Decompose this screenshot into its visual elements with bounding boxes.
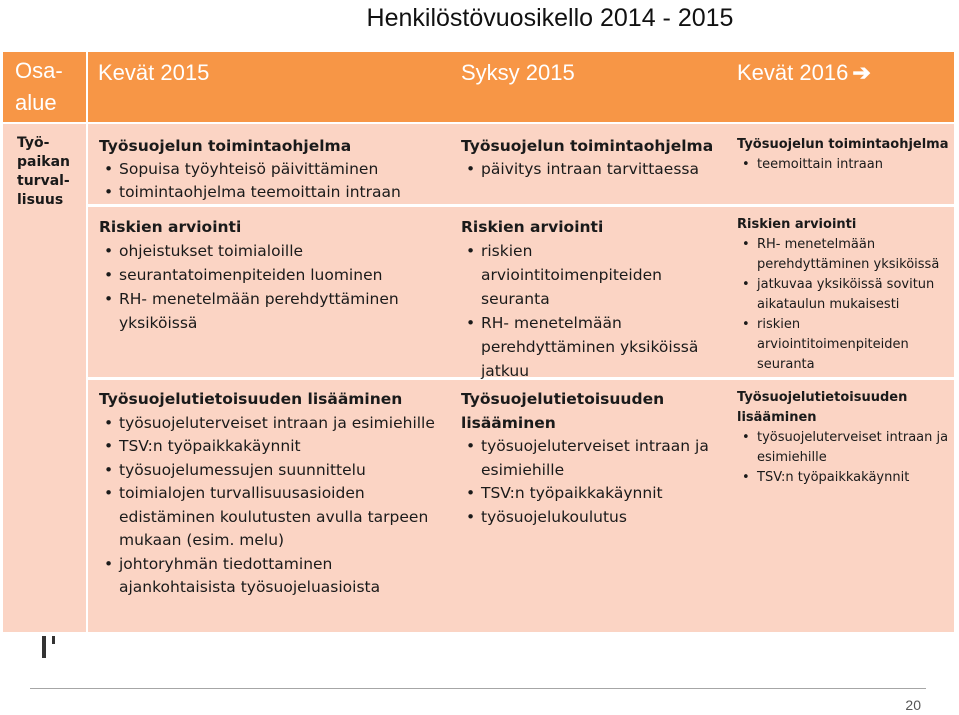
header-syksy-2015-label-wrap [461, 52, 721, 94]
list-item: • Sopuisa työyhteisö päivittäminen [99, 158, 449, 181]
col3-block2 [737, 215, 949, 375]
col2-block1 [461, 135, 721, 181]
header-syksy-2015-label: Syksy 2015 [461, 60, 575, 85]
list-item: • riskien arviointitoimenpiteiden seuranta [737, 315, 949, 375]
col3-block1-list [737, 155, 949, 175]
col1-block3 [99, 388, 449, 600]
col2-block2 [461, 215, 716, 383]
col1-block3-title: Työsuojelutietoisuuden lisääminen [99, 390, 403, 408]
decorative-mark-small [52, 636, 55, 644]
col2-block3-list [461, 435, 721, 529]
col3-block2-list [737, 235, 949, 375]
list-item: • TSV:n työpaikkakäynnit [461, 482, 721, 506]
col1-block2 [99, 215, 439, 335]
footer-divider [30, 688, 926, 689]
col2-block3-title: Työsuojelutietoisuuden lisääminen [461, 390, 665, 432]
col1-block2-title: Riskien arviointi [99, 218, 242, 236]
arrow-right-icon: ➔ [852, 60, 871, 85]
col3-block3 [737, 388, 949, 488]
list-item: • RH- menetelmään perehdyttäminen yksiköissä [737, 235, 949, 275]
list-item: • toimialojen turvallisuusasioiden edistäminen koulutusten avulla tarpeen mukaan (esim. melu) [99, 482, 449, 553]
list-item: • työsuojeluterveiset intraan ja esimiehille [737, 428, 949, 468]
col2-block2-list [461, 239, 716, 383]
col2-block3 [461, 388, 721, 529]
list-item: • työsuojeluterveiset intraan ja esimiehille [461, 435, 721, 482]
col1-block1-title: Työsuojelun toimintaohjelma [99, 137, 352, 155]
list-item: • työsuojelukoulutus [461, 506, 721, 530]
list-item: • TSV:n työpaikkakäynnit [99, 435, 449, 459]
header-kevat-2016-label: Kevät 2016 [737, 60, 849, 85]
list-item: • työsuojelumessujen suunnittelu [99, 459, 449, 483]
list-item: • riskien arviointitoimenpiteiden seuranta [461, 239, 716, 311]
list-item: • RH- menetelmään perehdyttäminen yksiköissä jatkuu [461, 311, 716, 383]
col1-block1-list [99, 158, 449, 204]
row-separator-1 [88, 204, 954, 207]
list-item: • jatkuvaa yksiköissä sovitun aikataulun mukaisesti [737, 275, 949, 315]
col3-block1-title: Työsuojelun toimintaohjelma [737, 137, 949, 152]
col1-block3-list [99, 412, 449, 600]
list-item: • toimintaohjelma teemoittain intraan [99, 181, 449, 204]
col3-block1 [737, 135, 949, 175]
header-osa-alue [3, 52, 86, 122]
header-kevat-2015-label: Kevät 2015 [98, 60, 210, 85]
col3-block3-title: Työsuojelutietoisuuden lisääminen [737, 390, 908, 425]
list-item: • teemoittain intraan [737, 155, 949, 175]
list-item: • ohjeistukset toimialoille [99, 239, 439, 263]
header-kevat-2016-label-wrap [737, 52, 937, 94]
page-number: 20 [905, 697, 921, 713]
col1-block1 [99, 135, 449, 204]
decorative-mark [42, 636, 46, 658]
slide-title: Henkilöstövuosikello 2014 - 2015 [366, 4, 734, 32]
list-item: • seurantatoimenpiteiden luominen [99, 263, 439, 287]
col3-block2-title: Riskien arviointi [737, 217, 857, 232]
side-label-cell [3, 124, 86, 632]
col2-block1-list [461, 158, 721, 181]
list-item: • päivitys intraan tarvittaessa [461, 158, 721, 181]
col2-block2-title: Riskien arviointi [461, 218, 604, 236]
header-osa-alue-label: Osa- alue [15, 58, 63, 115]
side-label: Työ- paikan turval- lisuus [17, 135, 70, 208]
list-item: • työsuojeluterveiset intraan ja esimiehille [99, 412, 449, 436]
header-kevat-2015-label-wrap [98, 52, 438, 94]
col1-block2-list [99, 239, 439, 335]
col2-block1-title: Työsuojelun toimintaohjelma [461, 137, 714, 155]
list-item: • TSV:n työpaikkakäynnit [737, 468, 949, 488]
list-item: • johtoryhmän tiedottaminen ajankohtaisista työsuojeluasioista [99, 553, 449, 600]
list-item: • RH- menetelmään perehdyttäminen yksiköissä [99, 287, 439, 335]
col3-block3-list [737, 428, 949, 488]
